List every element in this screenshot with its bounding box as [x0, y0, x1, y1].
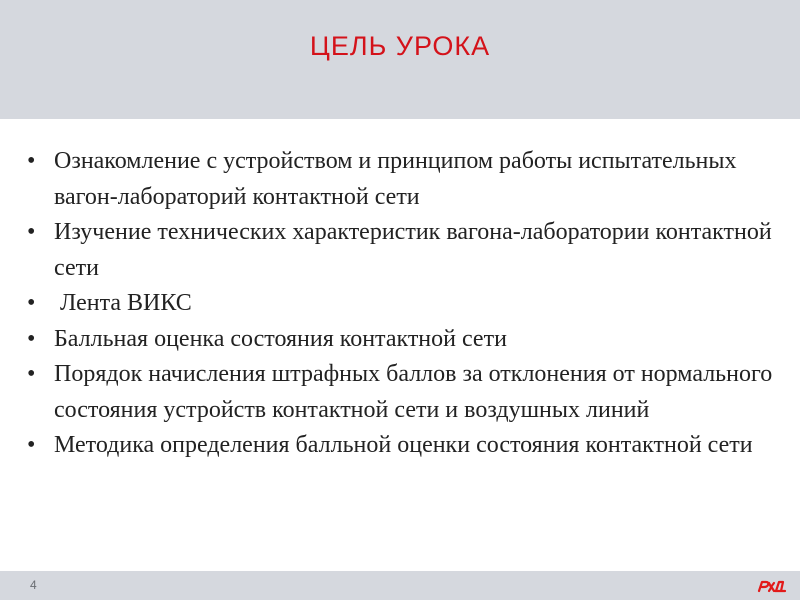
- bullet-list: [24, 144, 784, 464]
- bullet-marker: •: [27, 361, 36, 387]
- page-number: 4: [30, 578, 37, 592]
- bullet-marker: •: [27, 432, 36, 458]
- bullet-text: Порядок начисления штрафных баллов за отклонения от нормального состояния устройств контактной сети и воздушных линий: [54, 361, 773, 423]
- list-item: [24, 428, 784, 464]
- rzd-logo-icon: [757, 579, 787, 593]
- bullet-text: Изучение технических характеристик вагона-лаборатории контактной сети: [54, 219, 772, 281]
- list-item: [24, 215, 784, 286]
- list-item: [24, 144, 784, 215]
- list-item: [24, 286, 784, 322]
- bullet-text: Ознакомление с устройством и принципом работы испытательных вагон-лабораторий контактной сети: [54, 148, 737, 210]
- list-item: [24, 322, 784, 358]
- bullet-marker: •: [27, 219, 36, 245]
- bullet-text: Лента ВИКС: [54, 290, 192, 316]
- bullet-text: Методика определения балльной оценки состояния контактной сети: [54, 432, 753, 458]
- slide-title: ЦЕЛЬ УРОКА: [309, 31, 491, 61]
- bullet-marker: •: [27, 325, 36, 352]
- bullet-marker: •: [27, 290, 36, 316]
- bullet-text: Балльная оценка состояния контактной сети: [54, 325, 507, 352]
- footer-band: [0, 571, 800, 600]
- bullet-marker: •: [27, 148, 36, 174]
- list-item: [24, 357, 784, 428]
